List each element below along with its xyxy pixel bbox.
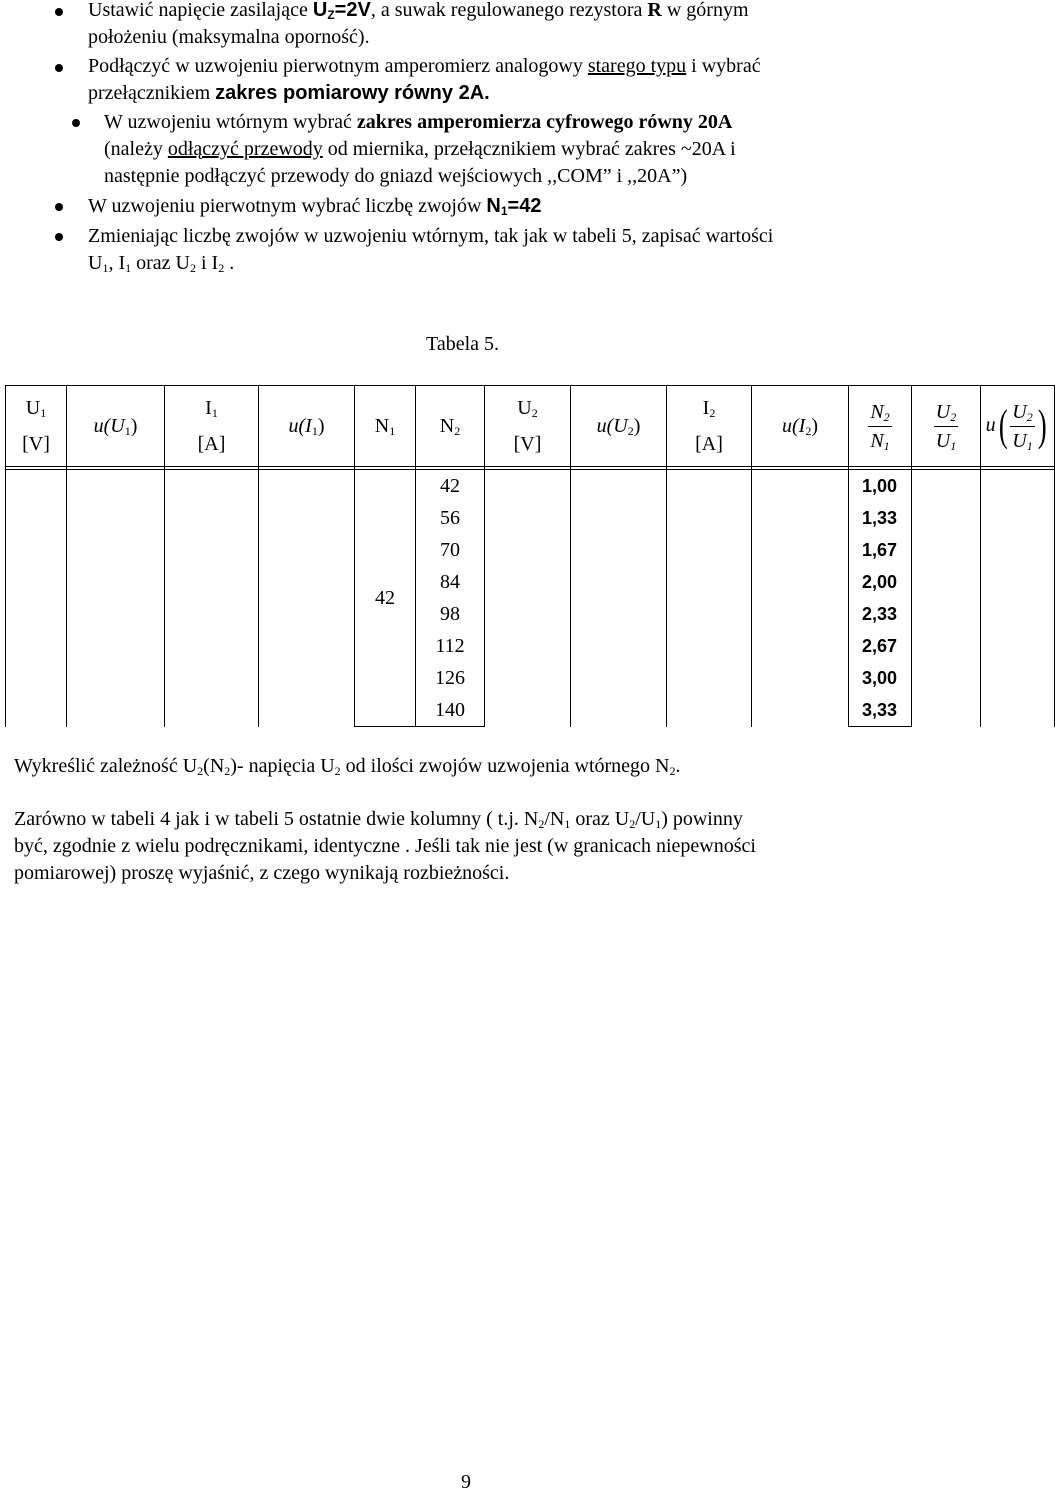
subscript: 2 (189, 261, 196, 275)
n2-cell: 98 (416, 598, 485, 630)
n2-cell: 42 (416, 470, 485, 503)
text: N (486, 195, 501, 217)
header-uncertainty-i2: $u(I_2)$ (752, 386, 849, 467)
table-row (6, 470, 1055, 503)
n2-cell: 56 (416, 502, 485, 534)
header-uncertainty-ratio-u: u( $\frac{U_2}{U_1}$ ) (981, 386, 1055, 467)
header-ratio-u: $\frac{U_2}{U_1}$ (912, 386, 981, 467)
text: Zmieniając liczbę zwojów w uzwojeniu wtórnym, tak jak w tabeli 5, zapisać wartości (88, 225, 774, 247)
bullet-icon (55, 8, 63, 16)
subscript: 1 (125, 261, 132, 275)
plot-instruction: Wykreślić zależność $U_2(N_2)-$ napięcia $U_2$ od ilości zwojów uzwojenia wtórnego $N_2$. (14, 755, 681, 778)
ratio-cell: 1,00 (849, 470, 912, 503)
header-u2: $U_2$ [V] (485, 386, 571, 467)
ratio-cell: 2,00 (849, 566, 912, 598)
text: Podłączyć w uzwojeniu pierwotnym amperomierz analogowy (88, 55, 588, 77)
text: oraz U (131, 252, 190, 274)
header-uncertainty-u2: $u(U_2)$ (571, 386, 667, 467)
text: . (224, 252, 235, 274)
text: R (647, 0, 662, 21)
text: (należy (104, 138, 168, 160)
underlined-text: odłączyć przewody (167, 138, 323, 160)
n2-cell: 84 (416, 566, 485, 598)
text: zakres amperomierza cyfrowego równy 20A (356, 111, 733, 133)
text: od miernika, przełącznikiem wybrać zakres ~20A i (322, 138, 736, 160)
subscript: Z (327, 8, 335, 22)
text: Ustawić napięcie zasilające (88, 0, 313, 21)
underlined-text: starego typu (587, 55, 687, 77)
header-n1: $N_1$ (355, 386, 416, 467)
text: przełącznikiem (88, 82, 216, 104)
subscript: 1 (500, 204, 508, 218)
bullet-icon (55, 233, 63, 241)
bullet-icon (55, 64, 63, 72)
text: w górnym (661, 0, 749, 21)
text: =42 (507, 195, 542, 217)
ratio-cell: 3,33 (849, 694, 912, 727)
subscript: 1 (102, 261, 109, 275)
header-uncertainty-u1: $u(U_1)$ (67, 386, 165, 467)
text: następnie podłączyć przewody do gniazd wejściowych ,,COM” i ,,20A”) (104, 165, 688, 187)
bullet-icon (72, 119, 80, 127)
ratio-cell: 1,67 (849, 534, 912, 566)
bullet-icon (55, 203, 63, 211)
table-header-row (6, 386, 1055, 467)
header-u1: $U_1$ [V] (6, 386, 67, 467)
text: U (312, 0, 328, 21)
measurement-table (5, 385, 1055, 727)
n1-value-cell: 42 (355, 470, 416, 727)
text: U (88, 252, 103, 274)
header-n2: $N_2$ (416, 386, 485, 467)
text: W uzwojeniu wtórnym wybrać (104, 111, 357, 133)
text: , I (108, 252, 126, 274)
text: =2V (334, 0, 371, 21)
text: W uzwojeniu pierwotnym wybrać liczbę zwojów (88, 195, 487, 217)
ratio-cell: 2,67 (849, 630, 912, 662)
n2-cell: 140 (416, 694, 485, 727)
header-uncertainty-i1: $u(I_1)$ (259, 386, 355, 467)
n2-cell: 126 (416, 662, 485, 694)
text: położeniu (maksymalna oporność). (88, 26, 370, 48)
text: i I (195, 252, 219, 274)
n2-cell: 70 (416, 534, 485, 566)
comparison-note: Zarówno w tabeli 4 jak i w tabeli 5 ostatnie dwie kolumny ( t.j. $N_2/N_1$ oraz $U_2/U_1$) powinny być, zgodnie z wielu podręcznikami, identyczne . Jeśli tak nie jest (w granicach niepewności pomiarowej) proszę wyjaśnić, z czego wynikają rozbieżności. (14, 808, 756, 884)
text: i wybrać (686, 55, 761, 77)
table-caption: Tabela 5. (426, 333, 500, 355)
ratio-cell: 3,00 (849, 662, 912, 694)
ratio-cell: 1,33 (849, 502, 912, 534)
text: , a suwak regulowanego rezystora (370, 0, 648, 21)
page-number: 9 (461, 1471, 471, 1493)
text: zakres pomiarowy równy 2A. (215, 82, 490, 104)
header-i2: $I_2$ [A] (667, 386, 752, 467)
n2-cell: 112 (416, 630, 485, 662)
header-i1: $I_1$ [A] (165, 386, 259, 467)
subscript: 2 (218, 261, 225, 275)
ratio-cell: 2,33 (849, 598, 912, 630)
header-ratio-n: $\frac{N_2}{N_1}$ (849, 386, 912, 467)
